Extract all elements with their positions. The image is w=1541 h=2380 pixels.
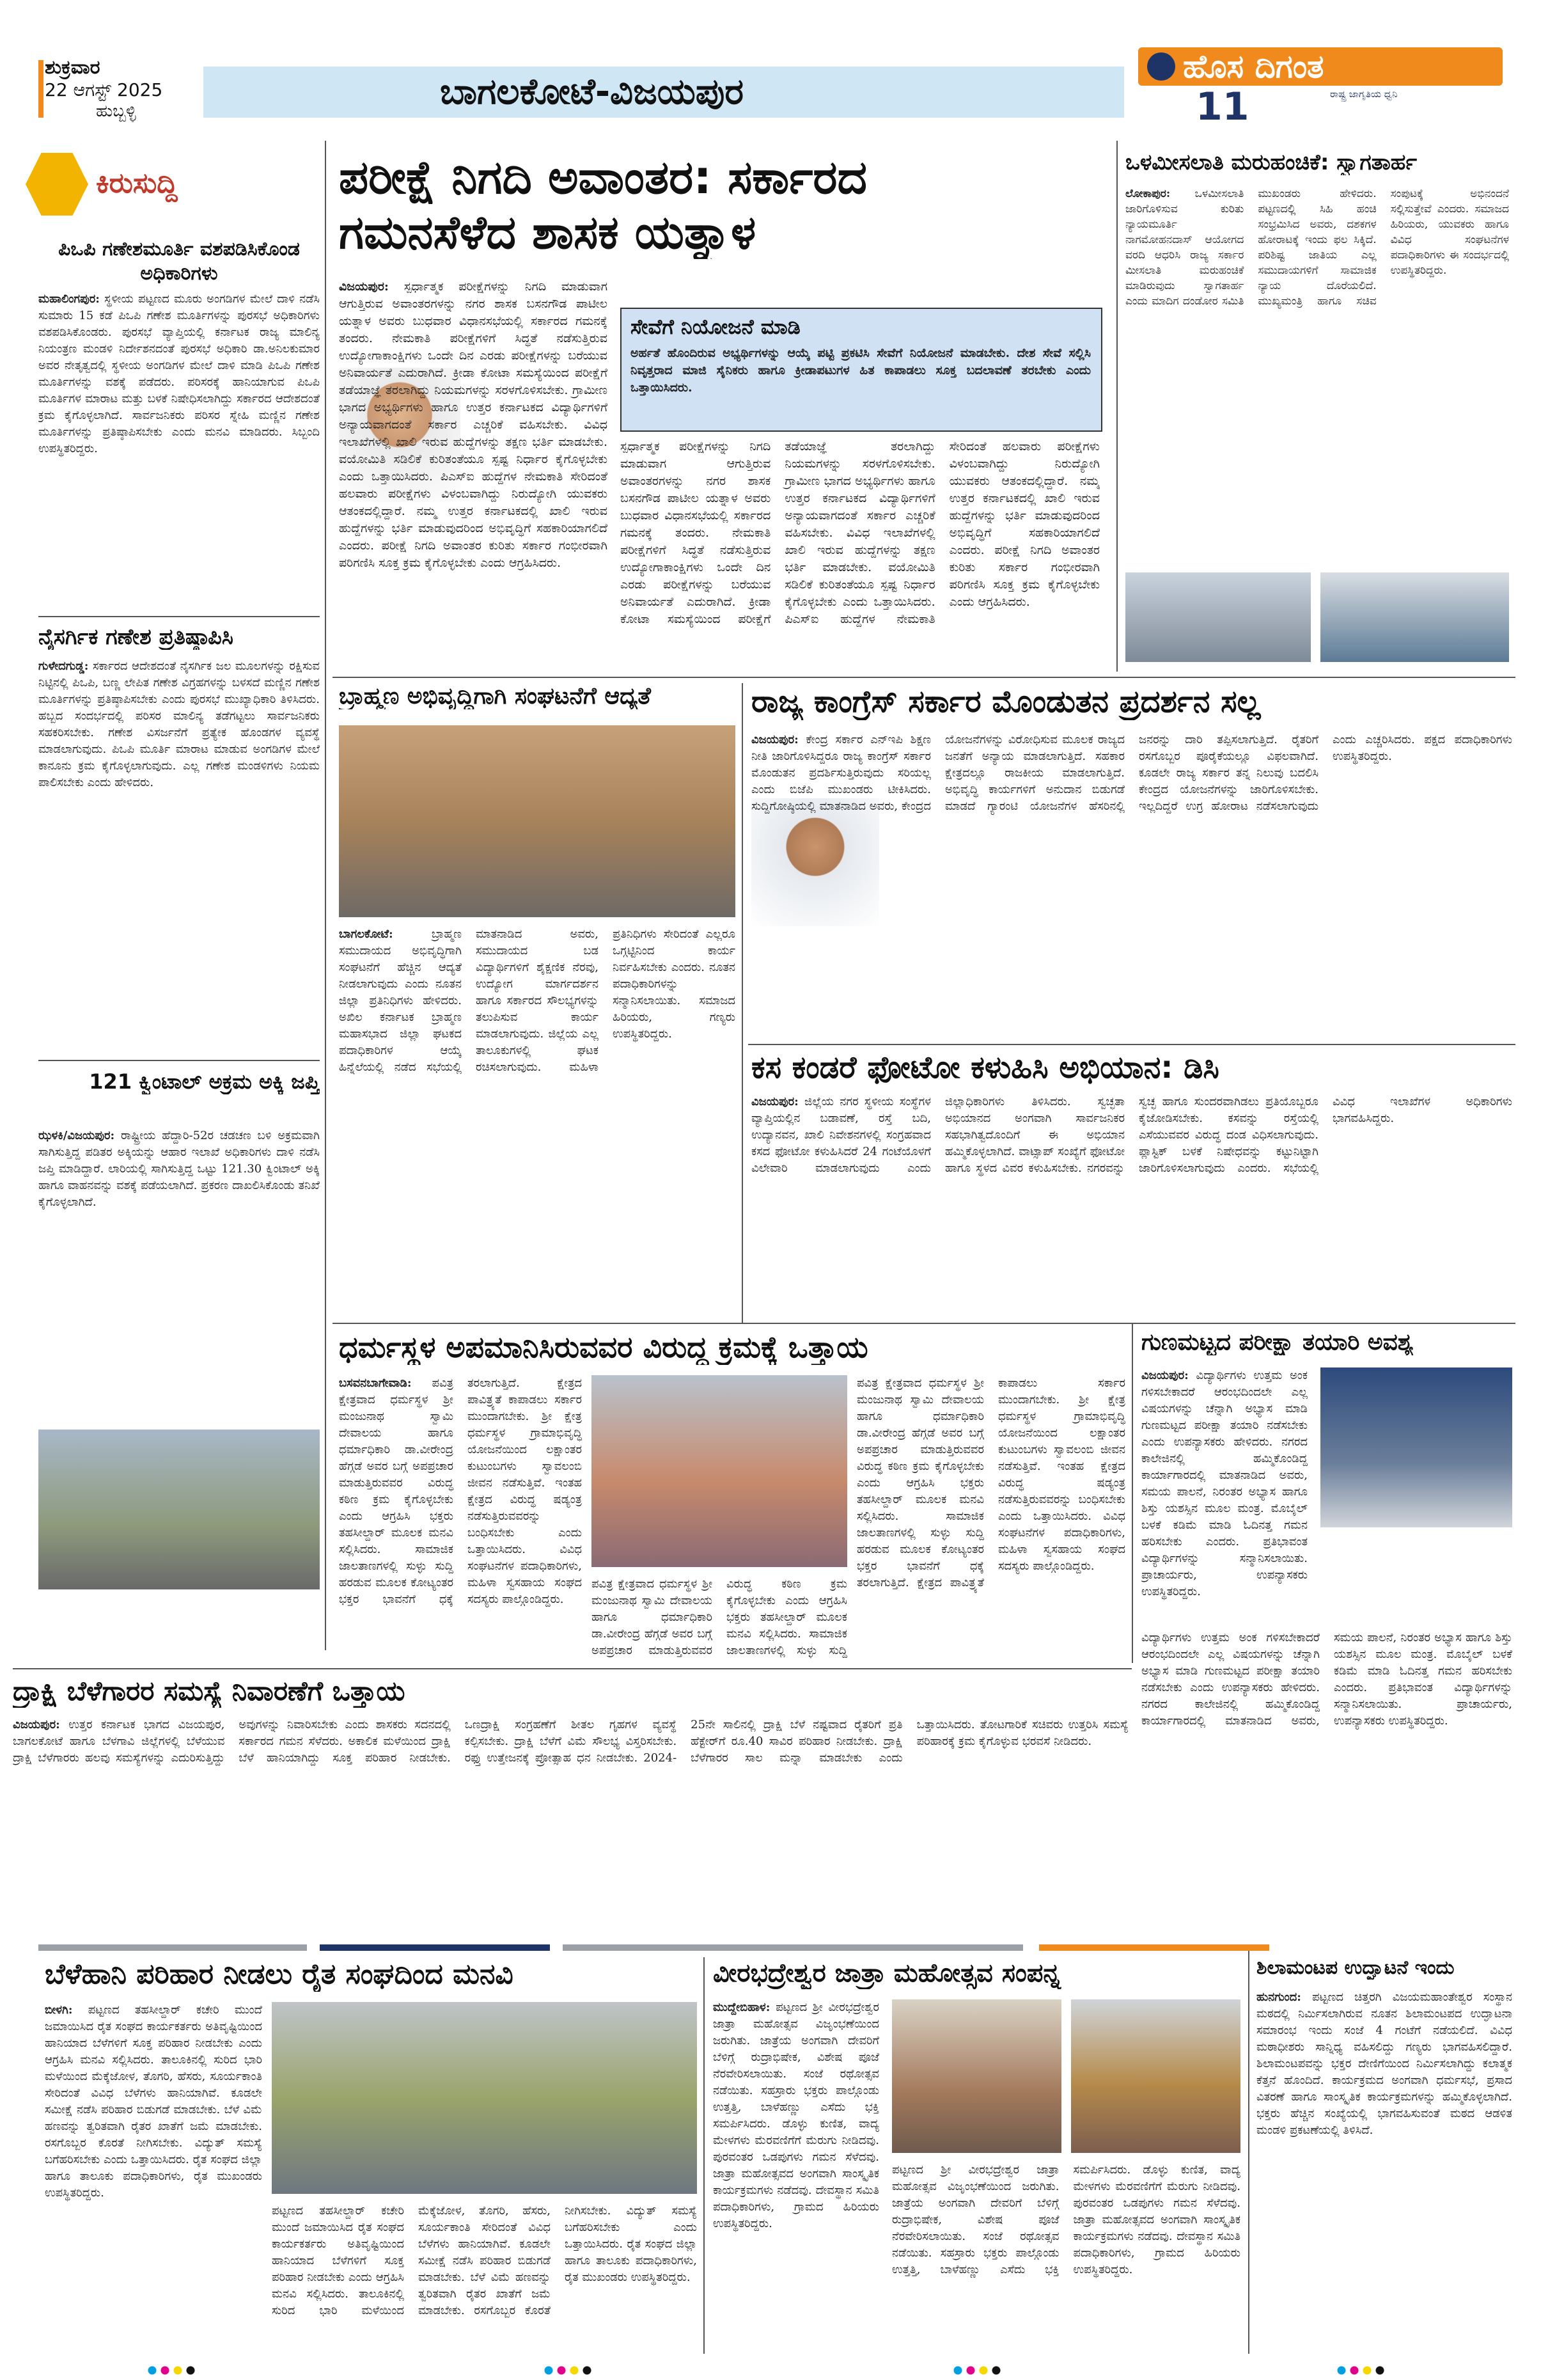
olamisalati-headline: ಒಳಮೀಸಲಾತಿ ಮರುಹಂಚಿಕೆ: ಸ್ವಾಗತಾರ್ಹ bbox=[1125, 150, 1417, 175]
veerabhadreshwara-headline: ವೀರಭದ್ರೇಶ್ವರ ಜಾತ್ರಾ ಮಹೋತ್ಸವ ಸಂಪನ್ನ bbox=[713, 1958, 1061, 1988]
sidebar-s1-body bbox=[38, 291, 320, 611]
sidebar-s1-headline: ಪಿಒಪಿ ಗಣೇಶಮೂರ್ತಿ ವಶಪಡಿಸಿಕೊಂಡ ಅಧಿಕಾರಿಗಳು bbox=[58, 238, 300, 285]
lead-dateline: ವಿಜಯಪುರ: bbox=[339, 280, 389, 294]
dharmasthala-body-left bbox=[339, 1375, 582, 1657]
lead-body-bottom: ಸ್ಪರ್ಧಾತ್ಮಕ ಪರೀಕ್ಷೆಗಳನ್ನು ನಿಗದಿ ಮಾಡುವಾಗ ಆಗುತ್ತಿರುವ ಅವಾಂತರಗಳನ್ನು ನಗರ ಶಾಸಕ ಬಸನಗೌಡ ಪಾಟೀಲ ಯತ್ನಾಳ ಅವರು ಬುಧವಾರ ವಿಧಾನಸಭೆಯಲ್ಲಿ ಸರ್ಕಾರದ ಗಮನಕ್ಕೆ ತಂದರು. ನೇಮಕಾತಿ ಪರೀಕ್ಷೆಗಳಿಗೆ ಸಿದ್ಧತೆ ನಡೆಸುತ್ತಿರುವ ಉದ್ಯೋಗಾಕಾಂಕ್ಷಿಗಳು ಒಂದೇ ದಿನ ಎರಡು ಪರೀಕ್ಷೆಗಳನ್ನು ಬರೆಯುವ ಅನಿವಾರ್ಯತೆ ಎದುರಾಗಿದೆ. ಕ್ರೀಡಾ ಕೋಟಾ ಸಮಸ್ಯೆಯಿಂದ ಪರೀಕ್ಷೆಗೆ ತಡೆಯಾಜ್ಞೆ ತರಲಾಗಿದ್ದು ನಿಯಮಗಳನ್ನು ಸರಳಗೊಳಿಸಬೇಕು. ಗ್ರಾಮೀಣ ಭಾಗದ ಅಭ್ಯರ್ಥಿಗಳು ಹಾಗೂ ಉತ್ತರ ಕರ್ನಾಟಕದ ವಿದ್ಯಾರ್ಥಿಗಳಿಗೆ ಅನ್ಯಾಯವಾಗದಂತೆ ಸರ್ಕಾರ ಎಚ್ಚರಿಕೆ ವಹಿಸಬೇಕು. ವಿವಿಧ ಇಲಾಖೆಗಳಲ್ಲಿ ಖಾಲಿ ಇರುವ ಹುದ್ದೆಗಳನ್ನು ತಕ್ಷಣ ಭರ್ತಿ ಮಾಡಬೇಕು. ವಯೋಮಿತಿ ಸಡಿಲಿಕೆ ಕುರಿತಂತೆಯೂ ಸ್ಪಷ್ಟ ನಿರ್ಧಾರ ಕೈಗೊಳ್ಳಬೇಕು ಎಂದು ಒತ್ತಾಯಿಸಿದರು. ಪಿಎಸ್ಐ ಹುದ್ದೆಗಳ ನೇಮಕಾತಿ ಸೇರಿದಂತೆ ಹಲವಾರು ಪರೀಕ್ಷೆಗಳು ವಿಳಂಬವಾಗಿದ್ದು ನಿರುದ್ಯೋಗಿ ಯುವಕರು ಆತಂಕದಲ್ಲಿದ್ದಾರೆ. ನಮ್ಮ ಉತ್ತರ ಕರ್ನಾಟಕದಲ್ಲಿ ಖಾಲಿ ಇರುವ ಹುದ್ದೆಗಳನ್ನು ಭರ್ತಿ ಮಾಡುವುದರಿಂದ ಅಭಿವೃದ್ಧಿಗೆ ಸಹಕಾರಿಯಾಗಲಿದೆ ಎಂದರು. ಪರೀಕ್ಷೆ ನಿಗದಿ ಅವಾಂತರ ಕುರಿತು ಸರ್ಕಾರ ಗಂಭೀರವಾಗಿ ಪರಿಗಣಿಸಿ ಸೂಕ್ತ ಕ್ರಮ ಕೈಗೊಳ್ಳಬೇಕು ಎಂದು ಆಗ್ರಹಿಸಿದರು. bbox=[620, 439, 1100, 626]
dharmasthala-text: ಪವಿತ್ರ ಕ್ಷೇತ್ರವಾದ ಧರ್ಮಸ್ಥಳ ಶ್ರೀ ಮಂಜುನಾಥ ಸ್ವಾಮಿ ದೇವಾಲಯ ಹಾಗೂ ಧರ್ಮಾಧಿಕಾರಿ ಡಾ.ವೀರೇಂದ್ರ ಹೆಗ್ಗಡೆ ಅವರ ಬಗ್ಗೆ ಅಪಪ್ರಚಾರ ಮಾಡುತ್ತಿರುವವರ ವಿರುದ್ಧ ಕಠಿಣ ಕ್ರಮ ಕೈಗೊಳ್ಳಬೇಕು ಎಂದು ಆಗ್ರಹಿಸಿ ಭಕ್ತರು ತಹಸೀಲ್ದಾರ್ ಮೂಲಕ ಮನವಿ ಸಲ್ಲಿಸಿದರು. ಸಾಮಾಜಿಕ ಜಾಲತಾಣಗಳಲ್ಲಿ ಸುಳ್ಳು ಸುದ್ದಿ ಹರಡುವ ಮೂಲಕ ಕೋಟ್ಯಂತರ ಭಕ್ತರ ಭಾವನೆಗೆ ಧಕ್ಕೆ ತರಲಾಗುತ್ತಿದೆ. ಕ್ಷೇತ್ರದ ಪಾವಿತ್ರ್ಯತೆ ಕಾಪಾಡಲು ಸರ್ಕಾರ ಮುಂದಾಗಬೇಕು. ಶ್ರೀ ಕ್ಷೇತ್ರ ಧರ್ಮಸ್ಥಳ ಗ್ರಾಮಾಭಿವೃದ್ಧಿ ಯೋಜನೆಯಿಂದ ಲಕ್ಷಾಂತರ ಕುಟುಂಬಗಳು ಸ್ವಾವಲಂಬಿ ಜೀವನ ನಡೆಸುತ್ತಿವೆ. ಇಂತಹ ಕ್ಷೇತ್ರದ ವಿರುದ್ಧ ಷಡ್ಯಂತ್ರ ನಡೆಸುತ್ತಿರುವವರನ್ನು ಬಂಧಿಸಬೇಕು ಎಂದು ಒತ್ತಾಯಿಸಿದರು. ವಿವಿಧ ಸಂಘಟನೆಗಳ ಪದಾಧಿಕಾರಿಗಳು, ಮಹಿಳಾ ಸ್ವಸಹಾಯ ಸಂಘದ ಸದಸ್ಯರು ಪಾಲ್ಗೊಂಡಿದ್ದರು. bbox=[339, 1376, 582, 1606]
shilamantapa-story bbox=[1256, 1957, 1512, 2360]
masthead-date: 22 ಆಗಸ್ಟ್ 2025 bbox=[45, 79, 163, 100]
sidebar-s1-text: ಸ್ಥಳೀಯ ಪಟ್ಟಣದ ಮೂರು ಅಂಗಡಿಗಳ ಮೇಲೆ ದಾಳಿ ನಡೆಸಿ ಸುಮಾರು 15 ಕಡೆ ಪಿಒಪಿ ಗಣೇಶ ಮೂರ್ತಿಗಳನ್ನು ಪುರಸಭೆ ಅಧಿಕಾರಿಗಳು ವಶಪಡಿಸಿಕೊಂಡರು. ಪುರಸಭೆ ವ್ಯಾಪ್ತಿಯಲ್ಲಿ ಕರ್ನಾಟಕ ರಾಜ್ಯ ಮಾಲಿನ್ಯ ನಿಯಂತ್ರಣ ಮಂಡಳಿ ನಿರ್ದೇಶನದಂತೆ ಪುರಸಭೆ ಅಧಿಕಾರಿ ಡಾ.ಅನಿಲಕುಮಾರ ಅವರ ನೇತೃತ್ವದಲ್ಲಿ ಸ್ಥಳೀಯ ಅಂಗಡಿಗಳ ಮೇಲೆ ದಾಳಿ ಮಾಡಿ ಪಿಒಪಿ ಗಣೇಶ ಮೂರ್ತಿಗಳನ್ನು ವಶಕ್ಕೆ ಪಡೆದರು. ಪರಿಸರಕ್ಕೆ ಹಾನಿಯಾಗುವ ಪಿಒಪಿ ಮೂರ್ತಿಗಳ ಮಾರಾಟ ಮತ್ತು ಬಳಕೆ ನಿಷೇಧಿಸಲಾಗಿದ್ದು ಸರ್ಕಾರದ ಆದೇಶದಂತೆ ಕ್ರಮ ಕೈಗೊಳ್ಳಲಾಗಿದೆ. ಸಾರ್ವಜನಿಕರು ಪರಿಸರ ಸ್ನೇಹಿ ಮಣ್ಣಿನ ಗಣೇಶ ಮೂರ್ತಿಗಳನ್ನು ಪ್ರತಿಷ್ಠಾಪಿಸಬೇಕು ಎಂದು ಮನವಿ ಮಾಡಿದರು. ಸಿಬ್ಬಂದಿ ಉಪಸ್ಥಿತರಿದ್ದರು. bbox=[38, 292, 320, 455]
divider-bar-orange bbox=[1039, 1944, 1269, 1951]
print-registration-marks bbox=[147, 2365, 1394, 2376]
sidebar-s2-headline: ನೈಸರ್ಗಿಕ ಗಣೇಶ ಪ್ರತಿಷ್ಠಾಪಿಸಿ bbox=[38, 625, 233, 650]
rule-right-2 bbox=[1132, 1324, 1133, 1663]
lead-text: ಸ್ಪರ್ಧಾತ್ಮಕ ಪರೀಕ್ಷೆಗಳನ್ನು ನಿಗದಿ ಮಾಡುವಾಗ ಆಗುತ್ತಿರುವ ಅವಾಂತರಗಳನ್ನು ನಗರ ಶಾಸಕ ಬಸನಗೌಡ ಪಾಟೀಲ ಯತ್ನಾಳ ಅವರು ಬುಧವಾರ ವಿಧಾನಸಭೆಯಲ್ಲಿ ಸರ್ಕಾರದ ಗಮನಕ್ಕೆ ತಂದರು. ನೇಮಕಾತಿ ಪರೀಕ್ಷೆಗಳಿಗೆ ಸಿದ್ಧತೆ ನಡೆಸುತ್ತಿರುವ ಉದ್ಯೋಗಾಕಾಂಕ್ಷಿಗಳು ಒಂದೇ ದಿನ ಎರಡು ಪರೀಕ್ಷೆಗಳನ್ನು ಬರೆಯುವ ಅನಿವಾರ್ಯತೆ ಎದುರಾಗಿದೆ. ಕ್ರೀಡಾ ಕೋಟಾ ಸಮಸ್ಯೆಯಿಂದ ಪರೀಕ್ಷೆಗೆ ತಡೆಯಾಜ್ಞೆ ತರಲಾಗಿದ್ದು ನಿಯಮಗಳನ್ನು ಸರಳಗೊಳಿಸಬೇಕು. ಗ್ರಾಮೀಣ ಭಾಗದ ಅಭ್ಯರ್ಥಿಗಳು ಹಾಗೂ ಉತ್ತರ ಕರ್ನಾಟಕದ ವಿದ್ಯಾರ್ಥಿಗಳಿಗೆ ಅನ್ಯಾಯವಾಗದಂತೆ ಸರ್ಕಾರ ಎಚ್ಚರಿಕೆ ವಹಿಸಬೇಕು. ವಿವಿಧ ಇಲಾಖೆಗಳಲ್ಲಿ ಖಾಲಿ ಇರುವ ಹುದ್ದೆಗಳನ್ನು ತಕ್ಷಣ ಭರ್ತಿ ಮಾಡಬೇಕು. ವಯೋಮಿತಿ ಸಡಿಲಿಕೆ ಕುರಿತಂತೆಯೂ ಸ್ಪಷ್ಟ ನಿರ್ಧಾರ ಕೈಗೊಳ್ಳಬೇಕು ಎಂದು ಒತ್ತಾಯಿಸಿದರು. ಪಿಎಸ್ಐ ಹುದ್ದೆಗಳ ನೇಮಕಾತಿ ಸೇರಿದಂತೆ ಹಲವಾರು ಪರೀಕ್ಷೆಗಳು ವಿಳಂಬವಾಗಿದ್ದು ನಿರುದ್ಯೋಗಿ ಯುವಕರು ಆತಂಕದಲ್ಲಿದ್ದಾರೆ. ನಮ್ಮ ಉತ್ತರ ಕರ್ನಾಟಕದಲ್ಲಿ ಖಾಲಿ ಇರುವ ಹುದ್ದೆಗಳನ್ನು ಭರ್ತಿ ಮಾಡುವುದರಿಂದ ಅಭಿವೃದ್ಧಿಗೆ ಸಹಕಾರಿಯಾಗಲಿದೆ ಎಂದರು. ಪರೀಕ್ಷೆ ನಿಗದಿ ಅವಾಂತರ ಕುರಿತು ಸರ್ಕಾರ ಗಂಭೀರವಾಗಿ ಪರಿಗಣಿಸಿ ಸೂಕ್ತ ಕ್ರಮ ಕೈಗೊಳ್ಳಬೇಕು ಎಂದು ಆಗ್ರಹಿಸಿದರು. bbox=[339, 280, 607, 570]
veerabhadreshwara-text: ಪಟ್ಟಣದ ಶ್ರೀ ವೀರಭದ್ರೇಶ್ವರ ಜಾತ್ರಾ ಮಹೋತ್ಸವ ವಿಜೃಂಭಣೆಯಿಂದ ಜರುಗಿತು. ಜಾತ್ರೆಯ ಅಂಗವಾಗಿ ದೇವರಿಗೆ ಬೆಳಿಗ್ಗೆ ರುದ್ರಾಭಿಷೇಕ, ವಿಶೇಷ ಪೂಜೆ ನೆರವೇರಿಸಲಾಯಿತು. ಸಂಜೆ ರಥೋತ್ಸವ ನಡೆಯಿತು. ಸಹಸ್ರಾರು ಭಕ್ತರು ಪಾಲ್ಗೊಂಡು ಉತ್ತತ್ತಿ, ಬಾಳೆಹಣ್ಣು ಎಸೆದು ಭಕ್ತಿ ಸಮರ್ಪಿಸಿದರು. ಡೊಳ್ಳು ಕುಣಿತ, ವಾದ್ಯ ಮೇಳಗಳು ಮೆರವಣಿಗೆಗೆ ಮೆರುಗು ನೀಡಿದವು. ಪುರವಂತರ ಒಡಪುಗಳು ಗಮನ ಸೆಳೆದವು. ಜಾತ್ರಾ ಮಹೋತ್ಸವದ ಅಂಗವಾಗಿ ಸಾಂಸ್ಕೃತಿಕ ಕಾರ್ಯಕ್ರಮಗಳು ನಡೆದವು. ದೇವಸ್ಥಾನ ಸಮಿತಿ ಪದಾಧಿಕಾರಿಗಳು, ಗ್ರಾಮದ ಹಿರಿಯರು ಉಪಸ್ಥಿತರಿದ್ದರು. bbox=[713, 2001, 879, 2230]
gunamattada-headline: ಗುಣಮಟ್ಟದ ಪರೀಕ್ಷಾ ತಯಾರಿ ಅವಶ್ಯ bbox=[1141, 1329, 1414, 1355]
olamisalati-story bbox=[1125, 150, 1509, 672]
drakshi-text: ಉತ್ತರ ಕರ್ನಾಟಕ ಭಾಗದ ವಿಜಯಪುರ, ಬಾಗಲಕೋಟೆ ಹಾಗೂ ಬೆಳಗಾವಿ ಜಿಲ್ಲೆಗಳಲ್ಲಿ ಬೆಳೆಯುವ ದ್ರಾಕ್ಷಿ ಬೆಳೆಗಾರರು ಹಲವು ಸಮಸ್ಯೆಗಳನ್ನು ಎದುರಿಸುತ್ತಿದ್ದು ಅವುಗಳನ್ನು ನಿವಾರಿಸಬೇಕು ಎಂದು ಶಾಸಕರು ಸದನದಲ್ಲಿ ಸರ್ಕಾರದ ಗಮನ ಸೆಳೆದರು. ಅಕಾಲಿಕ ಮಳೆಯಿಂದ ದ್ರಾಕ್ಷಿ ಬೆಳೆ ಹಾನಿಯಾಗಿದ್ದು ಸೂಕ್ತ ಪರಿಹಾರ ನೀಡಬೇಕು. ಒಣದ್ರಾಕ್ಷಿ ಸಂಗ್ರಹಣೆಗೆ ಶೀತಲ ಗೃಹಗಳ ವ್ಯವಸ್ಥೆ ಕಲ್ಪಿಸಬೇಕು. ದ್ರಾಕ್ಷಿ ಬೆಳೆಗೆ ವಿಮೆ ಸೌಲಭ್ಯ ವಿಸ್ತರಿಸಬೇಕು. ರಫ್ತು ಉತ್ತೇಜನಕ್ಕೆ ಪ್ರೋತ್ಸಾಹ ಧನ ನೀಡಬೇಕು. 2024-25ನೇ ಸಾಲಿನಲ್ಲಿ ದ್ರಾಕ್ಷಿ ಬೆಳೆ ನಷ್ಟವಾದ ರೈತರಿಗೆ ಪ್ರತಿ ಹೆಕ್ಟೇರ್‌ಗೆ ರೂ.40 ಸಾವಿರ ಪರಿಹಾರ ನೀಡಬೇಕು. ದ್ರಾಕ್ಷಿ ಬೆಳೆಗಾರರ ಸಾಲ ಮನ್ನಾ ಮಾಡಬೇಕು ಎಂದು ಒತ್ತಾಯಿಸಿದರು. ತೋಟಗಾರಿಕೆ ಸಚಿವರು ಉತ್ತರಿಸಿ ಸಮಸ್ಯೆ ಪರಿಹಾರಕ್ಕೆ ಕ್ರಮ ಕೈಗೊಳ್ಳುವ ಭರವಸೆ ನೀಡಿದರು. bbox=[13, 1718, 1129, 1765]
olamisalati-dateline: ಲೋಕಾಪುರ: bbox=[1125, 187, 1171, 200]
sidebar-s1-dateline: ಮಹಾಲಿಂಗಪುರ: bbox=[38, 292, 100, 306]
gunamattada-story bbox=[1141, 1329, 1512, 2023]
olamisalati-body bbox=[1125, 186, 1509, 563]
lead-story bbox=[339, 150, 1109, 672]
veerabhadreshwara-body-left bbox=[713, 1999, 879, 2354]
masthead-banner bbox=[203, 67, 1124, 118]
dharmasthala-body-bottom: ಪವಿತ್ರ ಕ್ಷೇತ್ರವಾದ ಧರ್ಮಸ್ಥಳ ಶ್ರೀ ಮಂಜುನಾಥ ಸ್ವಾಮಿ ದೇವಾಲಯ ಹಾಗೂ ಧರ್ಮಾಧಿಕಾರಿ ಡಾ.ವೀರೇಂದ್ರ ಹೆಗ್ಗಡೆ ಅವರ ಬಗ್ಗೆ ಅಪಪ್ರಚಾರ ಮಾಡುತ್ತಿರುವವರ ವಿರುದ್ಧ ಕಠಿಣ ಕ್ರಮ ಕೈಗೊಳ್ಳಬೇಕು ಎಂದು ಆಗ್ರಹಿಸಿ ಭಕ್ತರು ತಹಸೀಲ್ದಾರ್ ಮೂಲಕ ಮನವಿ ಸಲ್ಲಿಸಿದರು. ಸಾಮಾಜಿಕ ಜಾಲತಾಣಗಳಲ್ಲಿ ಸುಳ್ಳು ಸುದ್ದಿ bbox=[591, 1577, 847, 1657]
congress-text: ಕೇಂದ್ರ ಸರ್ಕಾರ ಎನ್ಇಪಿ ಶಿಕ್ಷಣ ನೀತಿ ಜಾರಿಗೊಳಿಸಿದ್ದರೂ ರಾಜ್ಯ ಕಾಂಗ್ರೆಸ್ ಸರ್ಕಾರ ಮೊಂಡುತನ ಪ್ರದರ್ಶಿಸುತ್ತಿರುವುದು ಸರಿಯಲ್ಲ ಎಂದು ಬಿಜೆಪಿ ಮುಖಂಡರು ಟೀಕಿಸಿದರು. ಸುದ್ದಿಗೋಷ್ಠಿಯಲ್ಲಿ ಮಾತನಾಡಿದ ಅವರು, ಕೇಂದ್ರದ ಯೋಜನೆಗಳನ್ನು ವಿರೋಧಿಸುವ ಮೂಲಕ ರಾಜ್ಯದ ಜನತೆಗೆ ಅನ್ಯಾಯ ಮಾಡಲಾಗುತ್ತಿದೆ. ಸಹಕಾರ ಕ್ಷೇತ್ರದಲ್ಲೂ ರಾಜಕೀಯ ಮಾಡಲಾಗುತ್ತಿದೆ. ಅಭಿವೃದ್ಧಿ ಕಾರ್ಯಗಳಿಗೆ ಅನುದಾನ ಬಿಡುಗಡೆ ಮಾಡದೆ ಗ್ಯಾರಂಟಿ ಯೋಜನೆಗಳ ಹೆಸರಿನಲ್ಲಿ ಜನರನ್ನು ದಾರಿ ತಪ್ಪಿಸಲಾಗುತ್ತಿದೆ. ರೈತರಿಗೆ ರಸಗೊಬ್ಬರ ಪೂರೈಕೆಯಲ್ಲೂ ವಿಫಲವಾಗಿದೆ. ಕೂಡಲೇ ರಾಜ್ಯ ಸರ್ಕಾರ ತನ್ನ ನಿಲುವು ಬದಲಿಸಿ ಕೇಂದ್ರದ ಯೋಜನೆಗಳನ್ನು ಜಾರಿಗೊಳಿಸಬೇಕು. ಇಲ್ಲದಿದ್ದರೆ ಉಗ್ರ ಹೋರಾಟ ನಡೆಸಲಾಗುವುದು ಎಂದು ಎಚ್ಚರಿಸಿದರು. ಪಕ್ಷದ ಪದಾಧಿಕಾರಿಗಳು ಉಪಸ್ಥಿತರಿದ್ದರು. bbox=[751, 733, 1512, 813]
lead-box-title: ಸೇವೆಗೆ ನಿಯೋಜನೆ ಮಾಡಿ bbox=[630, 315, 801, 339]
cmyk-dots-mid-1 bbox=[544, 2365, 595, 2376]
veerabhadreshwara-body-bottom: ಪಟ್ಟಣದ ಶ್ರೀ ವೀರಭದ್ರೇಶ್ವರ ಜಾತ್ರಾ ಮಹೋತ್ಸವ ವಿಜೃಂಭಣೆಯಿಂದ ಜರುಗಿತು. ಜಾತ್ರೆಯ ಅಂಗವಾಗಿ ದೇವರಿಗೆ ಬೆಳಿಗ್ಗೆ ರುದ್ರಾಭಿಷೇಕ, ವಿಶೇಷ ಪೂಜೆ ನೆರವೇರಿಸಲಾಯಿತು. ಸಂಜೆ ರಥೋತ್ಸವ ನಡೆಯಿತು. ಸಹಸ್ರಾರು ಭಕ್ತರು ಪಾಲ್ಗೊಂಡು ಉತ್ತತ್ತಿ, ಬಾಳೆಹಣ್ಣು ಎಸೆದು ಭಕ್ತಿ ಸಮರ್ಪಿಸಿದರು. ಡೊಳ್ಳು ಕುಣಿತ, ವಾದ್ಯ ಮೇಳಗಳು ಮೆರವಣಿಗೆಗೆ ಮೆರುಗು ನೀಡಿದವು. ಪುರವಂತರ ಒಡಪುಗಳು ಗಮನ ಸೆಳೆದವು. ಜಾತ್ರಾ ಮಹೋತ್ಸವದ ಅಂಗವಾಗಿ ಸಾಂಸ್ಕೃತಿಕ ಕಾರ್ಯಕ್ರಮಗಳು ನಡೆದವು. ದೇವಸ್ಥಾನ ಸಮಿತಿ ಪದಾಧಿಕಾರಿಗಳು, ಗ್ರಾಮದ ಹಿರಿಯರು ಉಪಸ್ಥಿತರಿದ್ದರು. bbox=[892, 2163, 1240, 2276]
kasa-headline: ಕಸ ಕಂಡರೆ ಫೋಟೋ ಕಳುಹಿಸಿ ಅಭಿಯಾನ: ಡಿಸಿ bbox=[751, 1050, 1219, 1085]
drakshi-dateline: ವಿಜಯಪುರ: bbox=[13, 1718, 60, 1731]
masthead-city: ಹುಬ್ಬಳ್ಳಿ bbox=[96, 102, 136, 121]
logo-text: ಹೊಸ ದಿಗಂತ bbox=[1183, 48, 1324, 85]
rule-row1 bbox=[332, 677, 1515, 678]
drakshi-headline: ದ್ರಾಕ್ಷಿ ಬೆಳೆಗಾರರ ಸಮಸ್ಯೆ ನಿವಾರಣೆಗೆ ಒತ್ತಾಯ bbox=[13, 1675, 405, 1706]
logo-emblem-icon bbox=[1147, 52, 1175, 81]
kirusuddi-label: ಕಿರುಸುದ್ದಿ bbox=[96, 167, 178, 200]
divider-bar-gray-left bbox=[38, 1944, 307, 1951]
brahmana-photo bbox=[339, 725, 735, 917]
rule-bottom-2 bbox=[1248, 1951, 1249, 2354]
kasa-body bbox=[751, 1094, 1512, 1311]
sidebar-s2-body bbox=[38, 658, 320, 1125]
sidebar-s3-body bbox=[38, 1128, 320, 1428]
section-title: ಬಾಗಲಕೋಟೆ-ವಿಜಯಪುರ bbox=[440, 71, 744, 113]
rule-bottom-1 bbox=[703, 1957, 705, 2354]
kasa-text: ಜಿಲ್ಲೆಯ ನಗರ ಸ್ಥಳೀಯ ಸಂಸ್ಥೆಗಳ ವ್ಯಾಪ್ತಿಯಲ್ಲಿನ ಬಡಾವಣೆ, ರಸ್ತೆ ಬದಿ, ಉದ್ಯಾನವನ, ಖಾಲಿ ನಿವೇಶನಗಳಲ್ಲಿ ಸಂಗ್ರಹವಾದ ಕಸದ ಫೋಟೋ ಕಳುಹಿಸಿದರೆ 24 ಗಂಟೆಯೊಳಗೆ ವಿಲೇವಾರಿ ಮಾಡಲಾಗುವುದು ಎಂದು ಜಿಲ್ಲಾಧಿಕಾರಿಗಳು ತಿಳಿಸಿದರು. ಸ್ವಚ್ಛತಾ ಅಭಿಯಾನದ ಅಂಗವಾಗಿ ಸಾರ್ವಜನಿಕರ ಸಹಭಾಗಿತ್ವದೊಂದಿಗೆ ಈ ಅಭಿಯಾನ ಹಮ್ಮಿಕೊಳ್ಳಲಾಗಿದೆ. ವಾಟ್ಸಾಪ್ ಸಂಖ್ಯೆಗೆ ಫೋಟೋ ಹಾಗೂ ಸ್ಥಳದ ವಿವರ ಕಳುಹಿಸಬೇಕು. ನಗರವನ್ನು ಸ್ವಚ್ಛ ಹಾಗೂ ಸುಂದರವಾಗಿಡಲು ಪ್ರತಿಯೊಬ್ಬರೂ ಕೈಜೋಡಿಸಬೇಕು. ಕಸವನ್ನು ರಸ್ತೆಯಲ್ಲಿ ಎಸೆಯುವವರ ವಿರುದ್ಧ ದಂಡ ವಿಧಿಸಲಾಗುವುದು. ಪ್ಲಾಸ್ಟಿಕ್ ಬಳಕೆ ನಿಷೇಧವನ್ನು ಕಟ್ಟುನಿಟ್ಟಾಗಿ ಜಾರಿಗೊಳಿಸಲಾಗುವುದು ಎಂದರು. ಸಭೆಯಲ್ಲಿ ವಿವಿಧ ಇಲಾಖೆಗಳ ಅಧಿಕಾರಿಗಳು ಭಾಗವಹಿಸಿದ್ದರು. bbox=[751, 1095, 1512, 1175]
rule-brahmana bbox=[742, 683, 743, 1323]
dharmasthala-body-right: ಪವಿತ್ರ ಕ್ಷೇತ್ರವಾದ ಧರ್ಮಸ್ಥಳ ಶ್ರೀ ಮಂಜುನಾಥ ಸ್ವಾಮಿ ದೇವಾಲಯ ಹಾಗೂ ಧರ್ಮಾಧಿಕಾರಿ ಡಾ.ವೀರೇಂದ್ರ ಹೆಗ್ಗಡೆ ಅವರ ಬಗ್ಗೆ ಅಪಪ್ರಚಾರ ಮಾಡುತ್ತಿರುವವರ ವಿರುದ್ಧ ಕಠಿಣ ಕ್ರಮ ಕೈಗೊಳ್ಳಬೇಕು ಎಂದು ಆಗ್ರಹಿಸಿ ಭಕ್ತರು ತಹಸೀಲ್ದಾರ್ ಮೂಲಕ ಮನವಿ ಸಲ್ಲಿಸಿದರು. ಸಾಮಾಜಿಕ ಜಾಲತಾಣಗಳಲ್ಲಿ ಸುಳ್ಳು ಸುದ್ದಿ ಹರಡುವ ಮೂಲಕ ಕೋಟ್ಯಂತರ ಭಕ್ತರ ಭಾವನೆಗೆ ಧಕ್ಕೆ ತರಲಾಗುತ್ತಿದೆ. ಕ್ಷೇತ್ರದ ಪಾವಿತ್ರ್ಯತೆ ಕಾಪಾಡಲು ಸರ್ಕಾರ ಮುಂದಾಗಬೇಕು. ಶ್ರೀ ಕ್ಷೇತ್ರ ಧರ್ಮಸ್ಥಳ ಗ್ರಾಮಾಭಿವೃದ್ಧಿ ಯೋಜನೆಯಿಂದ ಲಕ್ಷಾಂತರ ಕುಟುಂಬಗಳು ಸ್ವಾವಲಂಬಿ ಜೀವನ ನಡೆಸುತ್ತಿವೆ. ಇಂತಹ ಕ್ಷೇತ್ರದ ವಿರುದ್ಧ ಷಡ್ಯಂತ್ರ ನಡೆಸುತ್ತಿರುವವರನ್ನು ಬಂಧಿಸಬೇಕು ಎಂದು ಒತ್ತಾಯಿಸಿದರು. ವಿವಿಧ ಸಂಘಟನೆಗಳ ಪದಾಧಿಕಾರಿಗಳು, ಮಹಿಳಾ ಸ್ವಸಹಾಯ ಸಂಘದ ಸದಸ್ಯರು ಪಾಲ್ಗೊಂಡಿದ್ದರು. bbox=[857, 1376, 1125, 1589]
jatre-photo-left bbox=[892, 1999, 1061, 2153]
drakshi-story bbox=[13, 1675, 1129, 1943]
lead-headline-1: ಪರೀಕ್ಷೆ ನಿಗದಿ ಅವಾಂತರ: ಸರ್ಕಾರದ bbox=[339, 150, 868, 204]
congress-dateline: ವಿಜಯಪುರ: bbox=[751, 733, 799, 746]
dharmasthala-photo bbox=[591, 1375, 847, 1567]
rule-row3 bbox=[13, 1668, 1132, 1669]
lead-headline-2: ಗಮನಸೆಳೆದ ಶಾಸಕ ಯತ್ನಾಳ bbox=[339, 205, 756, 259]
brahmana-dateline: ಬಾಗಲಕೋಟೆ: bbox=[339, 927, 393, 941]
kasa-story bbox=[751, 1049, 1512, 1318]
logo-block bbox=[1138, 47, 1503, 134]
lead-body-top bbox=[339, 278, 607, 662]
sidebar-s3-text: ರಾಷ್ಟ್ರೀಯ ಹೆದ್ದಾರಿ-52ರ ಚಡಚಣ ಬಳಿ ಅಕ್ರಮವಾಗಿ ಸಾಗಿಸುತ್ತಿದ್ದ ಪಡಿತರ ಅಕ್ಕಿಯನ್ನು ಆಹಾರ ಇಲಾಖೆ ಅಧಿಕಾರಿಗಳು ದಾಳಿ ನಡೆಸಿ ಜಪ್ತಿ ಮಾಡಿದ್ದಾರೆ. ಲಾರಿಯಲ್ಲಿ ಸಾಗಿಸುತ್ತಿದ್ದ ಒಟ್ಟು 121.30 ಕ್ವಿಂಟಾಲ್ ಅಕ್ಕಿ ಹಾಗೂ ವಾಹನವನ್ನು ವಶಕ್ಕೆ ಪಡೆಯಲಾಗಿದೆ. ಪ್ರಕರಣ ದಾಖಲಿಸಿಕೊಂಡು ತನಿಖೆ ಕೈಗೊಳ್ಳಲಾಗಿದೆ. bbox=[38, 1129, 320, 1209]
rule-sidebar bbox=[325, 141, 326, 1650]
rice-seizure-photo bbox=[38, 1430, 320, 1589]
cmyk-dots-mid-2 bbox=[953, 2365, 1004, 2376]
masthead bbox=[0, 0, 1541, 147]
masthead-day: ಶುಕ್ರವಾರ bbox=[45, 56, 100, 79]
jatre-photo-right bbox=[1071, 1999, 1240, 2153]
congress-headline: ರಾಜ್ಯ ಕಾಂಗ್ರೆಸ್ ಸರ್ಕಾರ ಮೊಂಡುತನ ಪ್ರದರ್ಶನ ಸಲ್ಲ bbox=[751, 684, 1261, 720]
lead-infobox bbox=[620, 308, 1102, 432]
belehani-text: ಪಟ್ಟಣದ ತಹಸೀಲ್ದಾರ್ ಕಚೇರಿ ಮುಂದೆ ಜಮಾಯಿಸಿದ ರೈತ ಸಂಘದ ಕಾರ್ಯಕರ್ತರು ಅತಿವೃಷ್ಟಿಯಿಂದ ಹಾನಿಯಾದ ಬೆಳೆಗಳಿಗೆ ಸೂಕ್ತ ಪರಿಹಾರ ನೀಡಬೇಕು ಎಂದು ಆಗ್ರಹಿಸಿ ಮನವಿ ಸಲ್ಲಿಸಿದರು. ತಾಲೂಕಿನಲ್ಲಿ ಸುರಿದ ಭಾರಿ ಮಳೆಯಿಂದ ಮೆಕ್ಕೆಜೋಳ, ತೊಗರಿ, ಹೆಸರು, ಸೂರ್ಯಕಾಂತಿ ಸೇರಿದಂತೆ ವಿವಿಧ ಬೆಳೆಗಳು ಹಾನಿಯಾಗಿವೆ. ಕೂಡಲೇ ಸಮೀಕ್ಷೆ ನಡೆಸಿ ಪರಿಹಾರ ಬಿಡುಗಡೆ ಮಾಡಬೇಕು. ಬೆಳೆ ವಿಮೆ ಹಣವನ್ನು ತ್ವರಿತವಾಗಿ ರೈತರ ಖಾತೆಗೆ ಜಮೆ ಮಾಡಬೇಕು. ರಸಗೊಬ್ಬರ ಕೊರತೆ ನೀಗಿಸಬೇಕು. ವಿದ್ಯುತ್ ಸಮಸ್ಯೆ ಬಗೆಹರಿಸಬೇಕು ಎಂದು ಒತ್ತಾಯಿಸಿದರು. ರೈತ ಸಂಘದ ಜಿಲ್ಲಾ ಹಾಗೂ ತಾಲೂಕು ಪದಾಧಿಕಾರಿಗಳು, ರೈತ ಮುಖಂಡರು ಉಪಸ್ಥಿತರಿದ್ದರು. bbox=[45, 2003, 262, 2200]
drakshi-body bbox=[13, 1717, 1129, 1870]
shilamantapa-body bbox=[1256, 1989, 1512, 2354]
page-number: 11 bbox=[1196, 84, 1249, 129]
sidebar-s3-headline: 121 ಕ್ವಿಂಟಾಲ್ ಅಕ್ರಮ ಅಕ್ಕಿ ಜಪ್ತಿ bbox=[89, 1069, 320, 1094]
belehani-headline: ಬೆಳೆಹಾನಿ ಪರಿಹಾರ ನೀಡಲು ರೈತ ಸಂಘದಿಂದ ಮನವಿ bbox=[45, 1958, 513, 1990]
gunamattada-body-top bbox=[1141, 1367, 1308, 1623]
brahmana-body bbox=[339, 926, 735, 1323]
sidebar-s3-dateline: ಝಳಕಿ/ವಿಜಯಪುರ: bbox=[38, 1129, 115, 1142]
logo-tagline: ರಾಷ್ಟ್ರ ಜಾಗೃತಿಯ ಧ್ವನಿ bbox=[1330, 88, 1398, 100]
sidebar-s2-dateline: ಗುಳೇದಗುಡ್ಡ: bbox=[38, 659, 89, 673]
veerabhadreshwara-story bbox=[713, 1957, 1240, 2360]
olamisalati-text: ಒಳಮೀಸಲಾತಿ ಜಾರಿಗೊಳಿಸುವ ಕುರಿತು ನ್ಯಾಯಮೂರ್ತಿ ನಾಗಮೋಹನದಾಸ್ ಆಯೋಗದ ವರದಿ ಆಧರಿಸಿ ರಾಜ್ಯ ಸರ್ಕಾರ ಮೀಸಲಾತಿ ಮರುಹಂಚಿಕೆ ಮಾಡಿರುವುದು ಸ್ವಾಗತಾರ್ಹ ಎಂದು ಮಾದಿಗ ದಂಡೋರ ಸಮಿತಿ ಮುಖಂಡರು ಹೇಳಿದರು. ಪಟ್ಟಣದಲ್ಲಿ ಸಿಹಿ ಹಂಚಿ ಸಂಭ್ರಮಿಸಿದ ಅವರು, ದಶಕಗಳ ಹೋರಾಟಕ್ಕೆ ಇಂದು ಫಲ ಸಿಕ್ಕಿದೆ. ಪರಿಶಿಷ್ಟ ಜಾತಿಯ ಎಲ್ಲ ಸಮುದಾಯಗಳಿಗೆ ಸಾಮಾಜಿಕ ನ್ಯಾಯ ದೊರೆಯಲಿದೆ. ಮುಖ್ಯಮಂತ್ರಿ ಹಾಗೂ ಸಚಿವ ಸಂಪುಟಕ್ಕೆ ಅಭಿನಂದನೆ ಸಲ್ಲಿಸುತ್ತೇವೆ ಎಂದರು. ಸಮಾಜದ ಹಿರಿಯರು, ಯುವಕರು ಹಾಗೂ ವಿವಿಧ ಸಂಘಟನೆಗಳ ಪದಾಧಿಕಾರಿಗಳು ಈ ಸಂದರ್ಭದಲ್ಲಿ ಉಪಸ್ಥಿತರಿದ್ದರು. bbox=[1125, 187, 1509, 308]
kirusuddi-badge bbox=[26, 150, 262, 221]
cmyk-dots-left bbox=[147, 2365, 198, 2376]
congress-story bbox=[751, 683, 1512, 1041]
dharmasthala-dateline: ಬಸವನಬಾಗೇವಾಡಿ: bbox=[339, 1376, 412, 1390]
gunamattada-text: ವಿದ್ಯಾರ್ಥಿಗಳು ಉತ್ತಮ ಅಂಕ ಗಳಿಸಬೇಕಾದರೆ ಆರಂಭದಿಂದಲೇ ಎಲ್ಲ ವಿಷಯಗಳನ್ನು ಚೆನ್ನಾಗಿ ಅಭ್ಯಾಸ ಮಾಡಿ ಗುಣಮಟ್ಟದ ಪರೀಕ್ಷಾ ತಯಾರಿ ನಡೆಸಬೇಕು ಎಂದು ಉಪನ್ಯಾಸಕರು ಹೇಳಿದರು. ನಗರದ ಕಾಲೇಜಿನಲ್ಲಿ ಹಮ್ಮಿಕೊಂಡಿದ್ದ ಕಾರ್ಯಾಗಾರದಲ್ಲಿ ಮಾತನಾಡಿದ ಅವರು, ಸಮಯ ಪಾಲನೆ, ನಿರಂತರ ಅಭ್ಯಾಸ ಹಾಗೂ ಶಿಸ್ತು ಯಶಸ್ಸಿನ ಮೂಲ ಮಂತ್ರ. ಮೊಬೈಲ್ ಬಳಕೆ ಕಡಿಮೆ ಮಾಡಿ ಓದಿನತ್ತ ಗಮನ ಹರಿಸಬೇಕು ಎಂದರು. ಪ್ರತಿಭಾವಂತ ವಿದ್ಯಾರ್ಥಿಗಳನ್ನು ಸನ್ಮಾನಿಸಲಾಯಿತು. ಪ್ರಾಚಾರ್ಯರು, ಉಪನ್ಯಾಸಕರು ಉಪಸ್ಥಿತರಿದ್ದರು. bbox=[1141, 1369, 1308, 1598]
olamisalati-photo-left bbox=[1125, 572, 1311, 662]
belehani-body-bottom: ಪಟ್ಟಣದ ತಹಸೀಲ್ದಾರ್ ಕಚೇರಿ ಮುಂದೆ ಜಮಾಯಿಸಿದ ರೈತ ಸಂಘದ ಕಾರ್ಯಕರ್ತರು ಅತಿವೃಷ್ಟಿಯಿಂದ ಹಾನಿಯಾದ ಬೆಳೆಗಳಿಗೆ ಸೂಕ್ತ ಪರಿಹಾರ ನೀಡಬೇಕು ಎಂದು ಆಗ್ರಹಿಸಿ ಮನವಿ ಸಲ್ಲಿಸಿದರು. ತಾಲೂಕಿನಲ್ಲಿ ಸುರಿದ ಭಾರಿ ಮಳೆಯಿಂದ ಮೆಕ್ಕೆಜೋಳ, ತೊಗರಿ, ಹೆಸರು, ಸೂರ್ಯಕಾಂತಿ ಸೇರಿದಂತೆ ವಿವಿಧ ಬೆಳೆಗಳು ಹಾನಿಯಾಗಿವೆ. ಕೂಡಲೇ ಸಮೀಕ್ಷೆ ನಡೆಸಿ ಪರಿಹಾರ ಬಿಡುಗಡೆ ಮಾಡಬೇಕು. ಬೆಳೆ ವಿಮೆ ಹಣವನ್ನು ತ್ವರಿತವಾಗಿ ರೈತರ ಖಾತೆಗೆ ಜಮೆ ಮಾಡಬೇಕು. ರಸಗೊಬ್ಬರ ಕೊರತೆ ನೀಗಿಸಬೇಕು. ವಿದ್ಯುತ್ ಸಮಸ್ಯೆ ಬಗೆಹರಿಸಬೇಕು ಎಂದು ಒತ್ತಾಯಿಸಿದರು. ರೈತ ಸಂಘದ ಜಿಲ್ಲಾ ಹಾಗೂ ತಾಲೂಕು ಪದಾಧಿಕಾರಿಗಳು, ರೈತ ಮುಖಂಡರು ಉಪಸ್ಥಿತರಿದ್ದರು. bbox=[272, 2204, 697, 2317]
sidebar-rule-2 bbox=[38, 1060, 320, 1061]
veerabhadreshwara-dateline: ಮುದ್ದೇಬಿಹಾಳ: bbox=[713, 2001, 770, 2014]
cmyk-dots-right bbox=[1336, 2365, 1388, 2376]
brahmana-headline: ಬ್ರಾಹ್ಮಣ ಅಭಿವೃದ್ಧಿಗಾಗಿ ಸಂಘಟನೆಗೆ ಆದ್ಯತೆ bbox=[339, 683, 651, 709]
masthead-dateblock bbox=[45, 56, 198, 122]
gunamattada-body-bottom: ವಿದ್ಯಾರ್ಥಿಗಳು ಉತ್ತಮ ಅಂಕ ಗಳಿಸಬೇಕಾದರೆ ಆರಂಭದಿಂದಲೇ ಎಲ್ಲ ವಿಷಯಗಳನ್ನು ಚೆನ್ನಾಗಿ ಅಭ್ಯಾಸ ಮಾಡಿ ಗುಣಮಟ್ಟದ ಪರೀಕ್ಷಾ ತಯಾರಿ ನಡೆಸಬೇಕು ಎಂದು ಉಪನ್ಯಾಸಕರು ಹೇಳಿದರು. ನಗರದ ಕಾಲೇಜಿನಲ್ಲಿ ಹಮ್ಮಿಕೊಂಡಿದ್ದ ಕಾರ್ಯಾಗಾರದಲ್ಲಿ ಮಾತನಾಡಿದ ಅವರು, ಸಮಯ ಪಾಲನೆ, ನಿರಂತರ ಅಭ್ಯಾಸ ಹಾಗೂ ಶಿಸ್ತು ಯಶಸ್ಸಿನ ಮೂಲ ಮಂತ್ರ. ಮೊಬೈಲ್ ಬಳಕೆ ಕಡಿಮೆ ಮಾಡಿ ಓದಿನತ್ತ ಗಮನ ಹರಿಸಬೇಕು ಎಂದರು. ಪ್ರತಿಭಾವಂತ ವಿದ್ಯಾರ್ಥಿಗಳನ್ನು ಸನ್ಮಾನಿಸಲಾಯಿತು. ಪ್ರಾಚಾರ್ಯರು, ಉಪನ್ಯಾಸಕರು ಉಪಸ್ಥಿತರಿದ್ದರು. bbox=[1141, 1631, 1512, 1728]
belehani-dateline: ಬೀಳಗಿ: bbox=[45, 2003, 73, 2017]
belehani-photo bbox=[272, 2002, 697, 2194]
dharmasthala-story bbox=[339, 1329, 1125, 1665]
kasa-dateline: ವಿಜಯಪುರ: bbox=[751, 1095, 799, 1108]
gunamattada-photo bbox=[1320, 1367, 1512, 1527]
sidebar bbox=[26, 150, 320, 1660]
belehani-story bbox=[45, 1957, 697, 2360]
hand-icon bbox=[26, 153, 88, 216]
belehani-body-left bbox=[45, 2002, 262, 2354]
sidebar-rule-1 bbox=[38, 616, 320, 617]
lead-box-body: ಅರ್ಹತೆ ಹೊಂದಿರುವ ಅಭ್ಯರ್ಥಿಗಳನ್ನು ಆಯ್ಕೆ ಪಟ್ಟಿ ಪ್ರಕಟಿಸಿ ಸೇವೆಗೆ ನಿಯೋಜನೆ ಮಾಡಬೇಕು. ದೇಶ ಸೇವೆ ಸಲ್ಲಿಸಿ ನಿವೃತ್ತರಾದ ಮಾಜಿ ಸೈನಿಕರು ಹಾಗೂ ಕ್ರೀಡಾಪಟುಗಳ ಹಿತ ಕಾಪಾಡಲು ಸೂಕ್ತ ಬದಲಾವಣೆ ತರಬೇಕು ಎಂದು ಒತ್ತಾಯಿಸಿದರು. bbox=[630, 346, 1091, 395]
brahmana-text: ಬ್ರಾಹ್ಮಣ ಸಮುದಾಯದ ಅಭಿವೃದ್ಧಿಗಾಗಿ ಸಂಘಟನೆಗೆ ಹೆಚ್ಚಿನ ಆದ್ಯತೆ ನೀಡಲಾಗುವುದು ಎಂದು ನೂತನ ಜಿಲ್ಲಾ ಪ್ರತಿನಿಧಿಗಳು ಹೇಳಿದರು. ಅಖಿಲ ಕರ್ನಾಟಕ ಬ್ರಾಹ್ಮಣ ಮಹಾಸಭಾದ ಜಿಲ್ಲಾ ಘಟಕದ ಪದಾಧಿಕಾರಿಗಳ ಆಯ್ಕೆ ಹಿನ್ನೆಲೆಯಲ್ಲಿ ನಡೆದ ಸಭೆಯಲ್ಲಿ ಮಾತನಾಡಿದ ಅವರು, ಸಮುದಾಯದ ಬಡ ವಿದ್ಯಾರ್ಥಿಗಳಿಗೆ ಶೈಕ್ಷಣಿಕ ನೆರವು, ಉದ್ಯೋಗ ಮಾರ್ಗದರ್ಶನ ಹಾಗೂ ಸರ್ಕಾರದ ಸೌಲಭ್ಯಗಳನ್ನು ತಲುಪಿಸುವ ಕಾರ್ಯ ಮಾಡಲಾಗುವುದು. ಜಿಲ್ಲೆಯ ಎಲ್ಲ ತಾಲೂಕುಗಳಲ್ಲಿ ಘಟಕ ರಚಿಸಲಾಗುವುದು. ಮಹಿಳಾ ಪ್ರತಿನಿಧಿಗಳು ಸೇರಿದಂತೆ ಎಲ್ಲರೂ ಒಗ್ಗಟ್ಟಿನಿಂದ ಕಾರ್ಯ ನಿರ್ವಹಿಸಬೇಕು ಎಂದರು. ನೂತನ ಪದಾಧಿಕಾರಿಗಳನ್ನು ಸನ್ಮಾನಿಸಲಾಯಿತು. ಸಮಾಜದ ಹಿರಿಯರು, ಗಣ್ಯರು ಉಪಸ್ಥಿತರಿದ್ದರು. bbox=[339, 927, 735, 1074]
shilamantapa-dateline: ಹುನಗುಂದ: bbox=[1256, 1990, 1301, 2004]
brahmana-story bbox=[339, 683, 735, 1329]
dharmasthala-headline: ಧರ್ಮಸ್ಥಳ ಅಪಮಾನಿಸಿರುವವರ ವಿರುದ್ಧ ಕ್ರಮಕ್ಕೆ ಒತ್ತಾಯ bbox=[339, 1330, 868, 1364]
rule-congress bbox=[748, 1044, 1515, 1045]
divider-bar-navy bbox=[320, 1944, 550, 1951]
rule-right bbox=[1116, 141, 1118, 672]
shilamantapa-text: ಪಟ್ಟಣದ ಚಿತ್ತರಗಿ ವಿಜಯಮಹಾಂತೇಶ್ವರ ಸಂಸ್ಥಾನ ಮಠದಲ್ಲಿ ನಿರ್ಮಿಸಲಾಗಿರುವ ನೂತನ ಶಿಲಾಮಂಟಪದ ಉದ್ಘಾಟನಾ ಸಮಾರಂಭ ಇಂದು ಸಂಜೆ 4 ಗಂಟೆಗೆ ನಡೆಯಲಿದೆ. ವಿವಿಧ ಮಠಾಧೀಶರು ಸಾನ್ನಿಧ್ಯ ವಹಿಸಲಿದ್ದು ಗಣ್ಯರು ಭಾಗವಹಿಸಲಿದ್ದಾರೆ. ಶಿಲಾಮಂಟಪವನ್ನು ಭಕ್ತರ ದೇಣಿಗೆಯಿಂದ ನಿರ್ಮಿಸಲಾಗಿದ್ದು ಕಲಾತ್ಮಕ ಕೆತ್ತನೆ ಹೊಂದಿದೆ. ಕಾರ್ಯಕ್ರಮದ ಅಂಗವಾಗಿ ಧರ್ಮಸಭೆ, ಪ್ರಸಾದ ವಿತರಣೆ ಹಾಗೂ ಸಾಂಸ್ಕೃತಿಕ ಕಾರ್ಯಕ್ರಮಗಳನ್ನು ಹಮ್ಮಿಕೊಳ್ಳಲಾಗಿದೆ. ಭಕ್ತರು ಹೆಚ್ಚಿನ ಸಂಖ್ಯೆಯಲ್ಲಿ ಭಾಗವಹಿಸುವಂತೆ ಮಠದ ಆಡಳಿತ ಮಂಡಳಿ ಪ್ರಕಟಣೆಯಲ್ಲಿ ತಿಳಿಸಿದೆ. bbox=[1256, 1990, 1512, 2137]
masthead-accent-bar bbox=[38, 60, 43, 118]
sidebar-s2-text: ಸರ್ಕಾರದ ಆದೇಶದಂತೆ ನೈಸರ್ಗಿಕ ಜಲ ಮೂಲಗಳನ್ನು ರಕ್ಷಿಸುವ ನಿಟ್ಟಿನಲ್ಲಿ ಪಿಒಪಿ, ಬಣ್ಣ ಲೇಪಿತ ಗಣೇಶ ವಿಗ್ರಹಗಳನ್ನು ಬಳಸದೆ ಮಣ್ಣಿನ ಗಣೇಶ ಮೂರ್ತಿಗಳನ್ನು ಪ್ರತಿಷ್ಠಾಪಿಸಬೇಕು ಎಂದು ಪುರಸಭೆ ಮುಖ್ಯಾಧಿಕಾರಿ ತಿಳಿಸಿದರು. ಹಬ್ಬದ ಸಂದರ್ಭದಲ್ಲಿ ಪರಿಸರ ಮಾಲಿನ್ಯ ತಡೆಗಟ್ಟಲು ಸಾರ್ವಜನಿಕರು ಸಹಕರಿಸಬೇಕು. ಗಣೇಶ ವಿಸರ್ಜನೆಗೆ ಪ್ರತ್ಯೇಕ ಹೊಂಡಗಳ ವ್ಯವಸ್ಥೆ ಮಾಡಲಾಗುವುದು. ಪಿಒಪಿ ಮೂರ್ತಿ ಮಾರಾಟ ಮಾಡುವ ಅಂಗಡಿಗಳ ಮೇಲೆ ಕಾನೂನು ಕ್ರಮ ಕೈಗೊಳ್ಳಲಾಗುವುದು. ಎಲ್ಲ ಗಣೇಶ ಮಂಡಳಿಗಳು ನಿಯಮ ಪಾಲಿಸಬೇಕು ಎಂದು ಹೇಳಿದರು. bbox=[38, 659, 320, 789]
olamisalati-photo-right bbox=[1320, 572, 1509, 662]
rule-row2 bbox=[332, 1323, 1515, 1324]
gunamattada-dateline: ವಿಜಯಪುರ: bbox=[1141, 1369, 1189, 1382]
congress-body bbox=[751, 732, 1512, 1032]
shilamantapa-headline: ಶಿಲಾಮಂಟಪ ಉದ್ಘಾಟನೆ ಇಂದು bbox=[1256, 1957, 1455, 1979]
divider-bar-gray-right bbox=[563, 1944, 1023, 1951]
